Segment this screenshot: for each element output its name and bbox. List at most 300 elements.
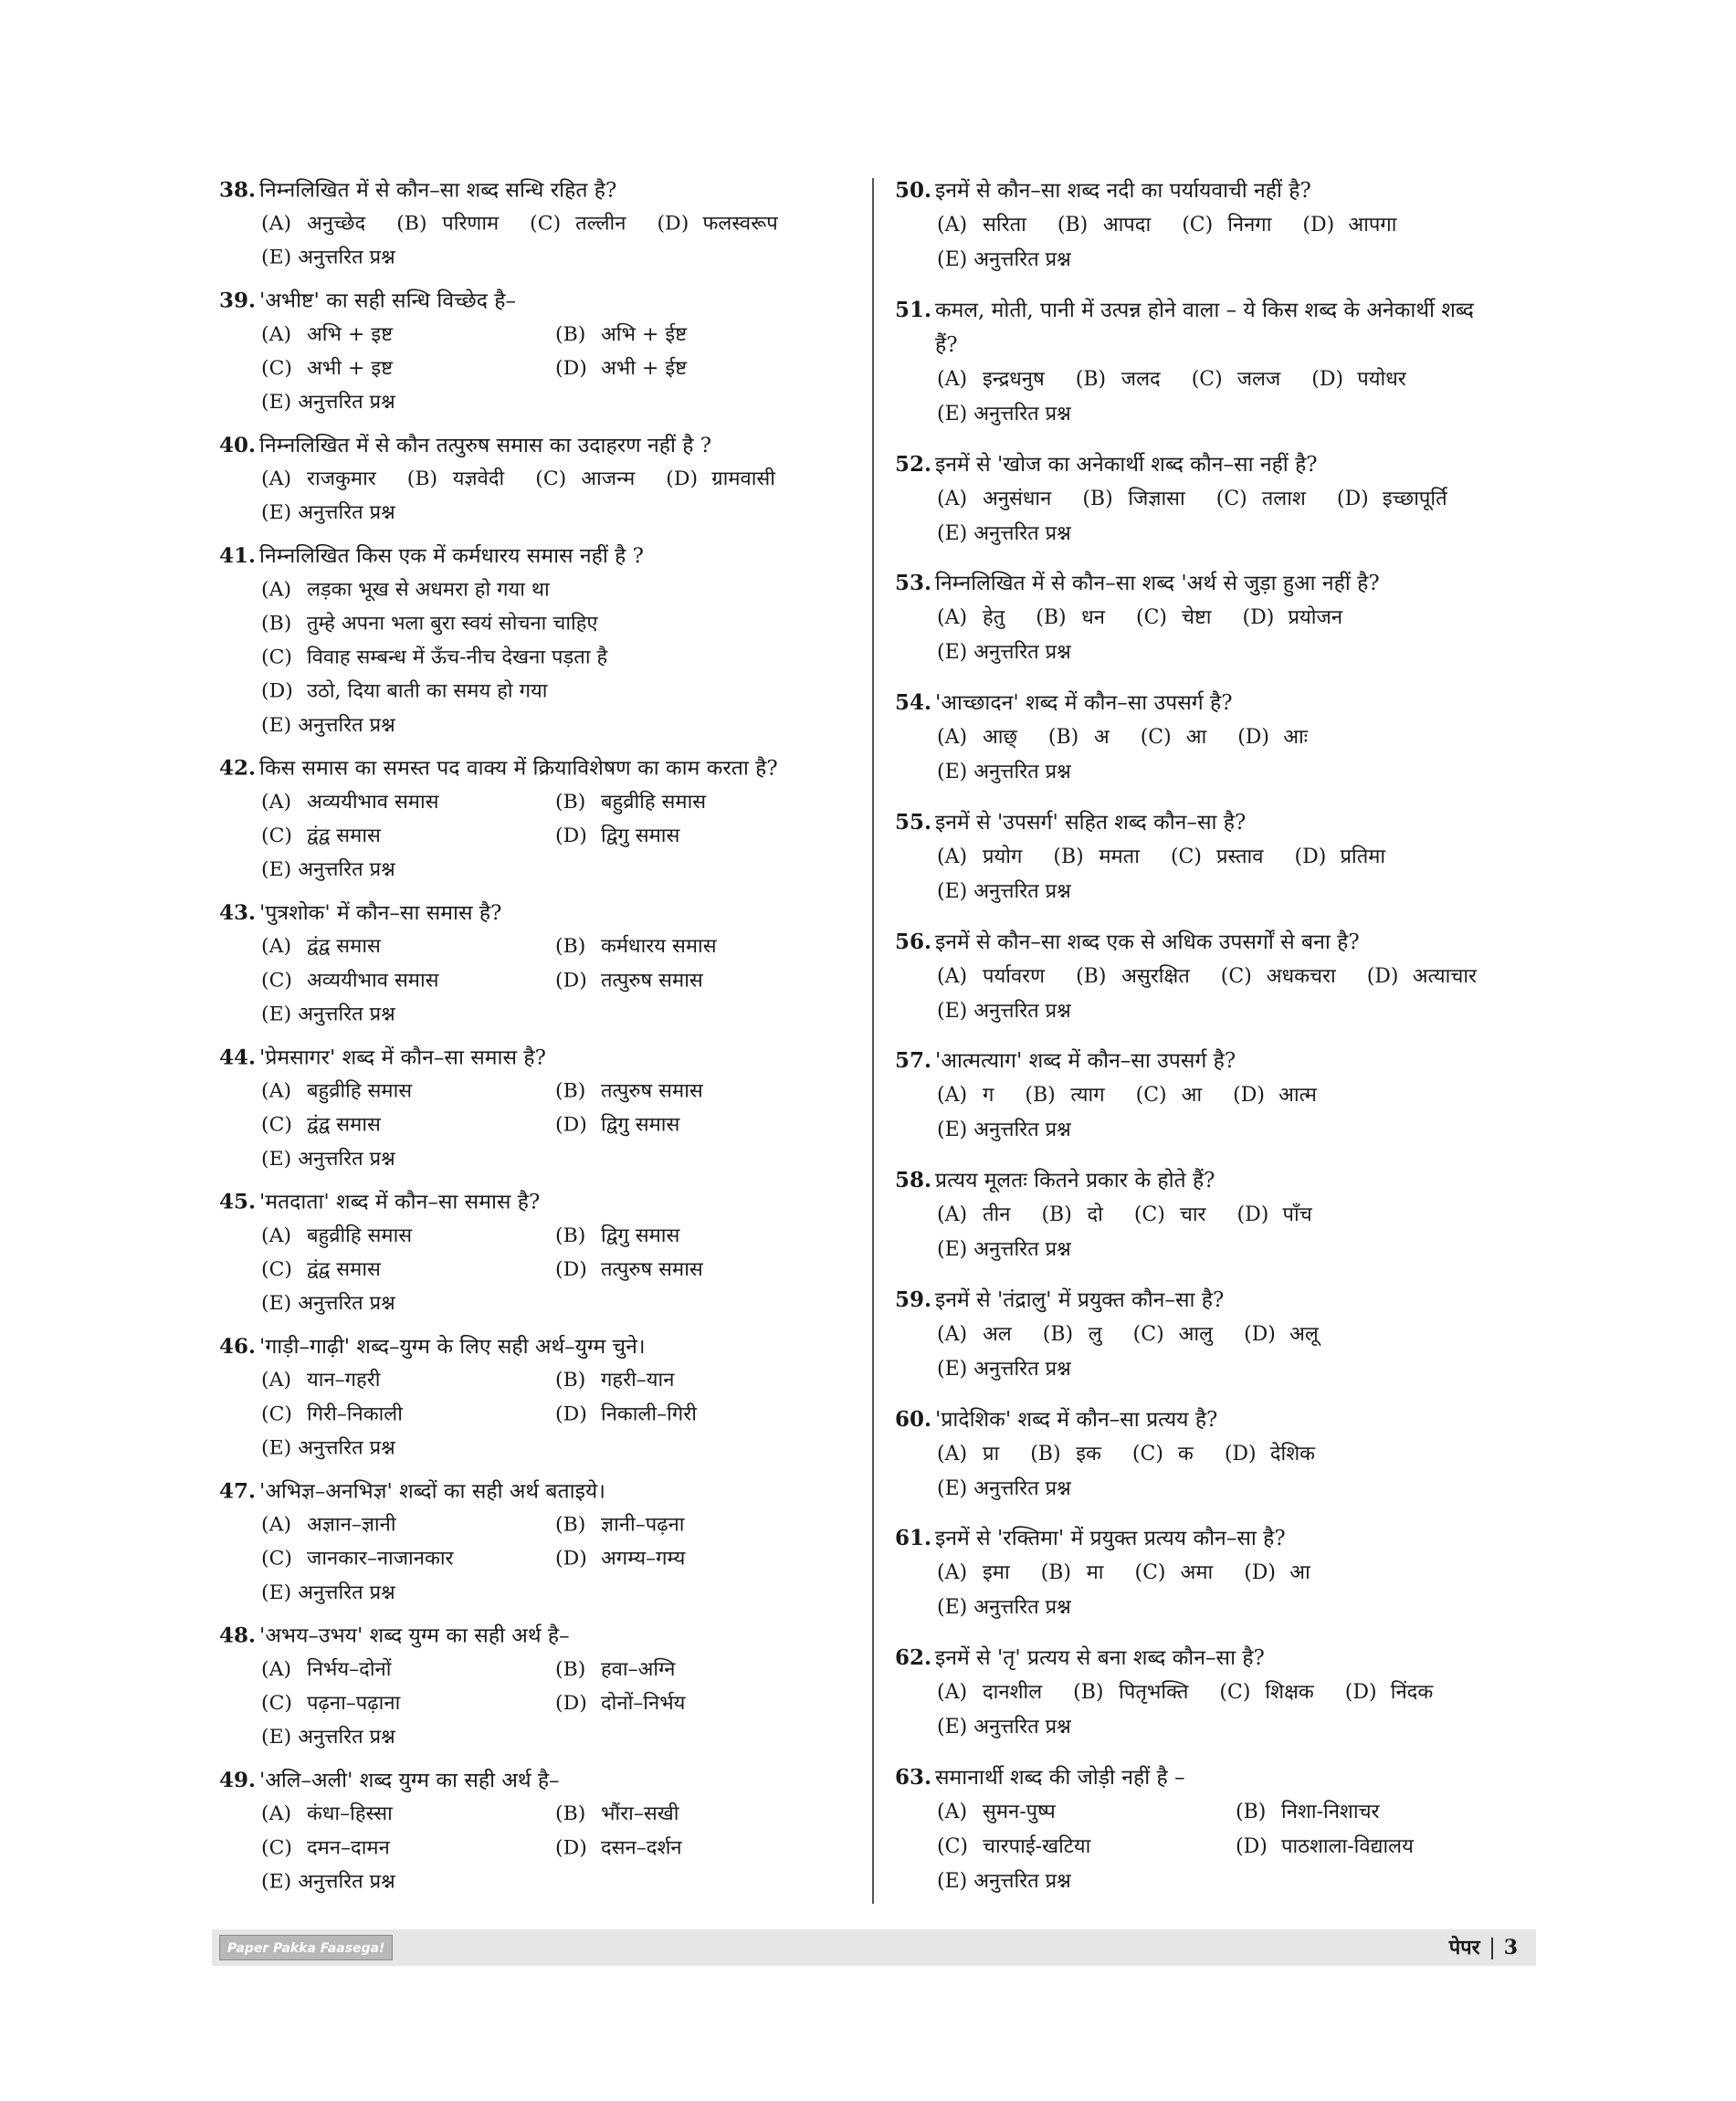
option [555,1508,849,1542]
question-text: 'अभीष्ट' का सही सन्धि विच्छेद है– [259,289,516,313]
option [937,1078,1025,1113]
option-label: (A) [261,213,292,236]
option-text: अज्ञान–ज्ञानी [307,1514,396,1537]
option-unanswered: (E) अनुत्तरित प्रश्न [261,1148,395,1171]
option [261,607,849,641]
option [261,463,407,497]
question-56 [895,925,1534,1029]
option [261,1108,555,1142]
option [555,352,849,385]
option-label: (C) [261,825,292,847]
question-number: 51. [895,297,932,322]
option-label: (A) [937,1561,968,1585]
question-38 [219,173,849,275]
option [261,318,555,352]
option-text: तत्पुरुष समास [601,1080,703,1103]
question-text: 'अभिज्ञ–अनभिज्ञ' शब्दों का सही अर्थ बताइये। [259,1479,605,1504]
option-text: द्विगु समास [601,825,680,847]
question-text-continued: हैं? [935,332,958,357]
option [937,601,1036,636]
option [937,1795,1236,1830]
option-unanswered: (E) अनुत्तरित प्रश्न [261,1436,395,1460]
option [555,930,849,964]
question-number: 47. [219,1478,257,1504]
option-text: तुम्हे अपना भला बुरा स्वयं सोचना चाहिए [307,612,598,636]
option-label: (B) [1057,214,1089,236]
option-text: राजकुमार [307,467,376,490]
question-number: 56. [895,929,932,954]
option [555,1798,849,1832]
option [1237,1198,1343,1233]
option [937,208,1057,243]
options-list [219,930,849,998]
question-number: 61. [895,1526,932,1551]
option-text: हवा–अग्नि [601,1658,676,1681]
option-text: असुरक्षित [1121,964,1190,988]
question-number: 49. [219,1768,257,1792]
question-40 [219,429,849,531]
option-label: (B) [1076,964,1107,988]
question-59 [895,1283,1534,1387]
question-line [895,686,1534,720]
option-label: (A) [261,1080,292,1103]
option [555,1219,849,1253]
option-label: (C) [535,467,567,490]
option [261,785,555,819]
question-55 [895,805,1534,909]
brand-logo: Paper Pakka Faasega! [219,1935,393,1960]
option-text: क [1177,1442,1194,1465]
option-label: (A) [261,1514,292,1537]
option-label: (B) [1040,1561,1071,1585]
option [1025,1078,1135,1113]
option [555,820,849,854]
question-text: 'आत्मत्याग' शब्द में कौन–सा उपसर्ग है? [935,1049,1236,1074]
page-number-label [1449,1933,1518,1962]
option [1367,960,1508,994]
page-separator [1491,1938,1493,1959]
option-label: (B) [555,323,586,346]
option-label: (B) [1236,1800,1267,1823]
option-text: आः [1283,726,1309,750]
option [1134,1198,1237,1233]
options-list [895,1198,1534,1233]
option-text: गहरी–यान [601,1369,675,1392]
option-text: अव्ययीभाव समास [307,791,439,814]
question-line [219,1330,849,1364]
option-text: कंधा–हिस्सा [307,1802,393,1826]
option [1192,362,1312,397]
option-text: आपगा [1348,214,1397,236]
options-list [895,208,1534,243]
option-unanswered: (E) अनुत्तरित प्रश्न [261,714,395,737]
option [261,675,849,709]
option-label: (C) [1134,1561,1166,1585]
question-number: 55. [895,809,932,835]
options-list [219,207,849,241]
option [657,207,808,241]
question-number: 48. [219,1623,257,1648]
option-text: अमा [1180,1561,1214,1585]
option-label: (C) [261,1548,292,1570]
option-text: दोनों–निर्भय [601,1692,686,1715]
option-label: (D) [1236,1203,1269,1227]
option [937,362,1076,397]
options-list [895,482,1534,517]
option-label: (D) [555,1402,587,1426]
question-44 [219,1041,849,1177]
option-text: आजन्म [581,467,636,490]
option-unanswered: (E) अनुत्तरित प्रश्न [261,1870,395,1894]
option-text: निकाली–गिरी [601,1402,697,1426]
question-47 [219,1475,849,1611]
option [1076,960,1221,994]
option-label: (D) [555,825,587,847]
option-text: बहुव्रीहि समास [601,791,707,814]
option [555,318,849,352]
question-text: 'प्रादेशिक' शब्द में कौन–सा प्रत्यय है? [935,1407,1218,1432]
option [937,1676,1073,1710]
option-label: (D) [555,1114,587,1137]
option [1236,1795,1534,1830]
options-list [895,1556,1534,1591]
option-text: आपदा [1102,214,1152,236]
question-line [219,1764,849,1798]
option-label: (C) [937,1834,968,1858]
question-text: इनमें से 'तृ' प्रत्यय से बना शब्द कौन–सा है? [935,1646,1265,1671]
option [1041,1556,1135,1591]
option-label: (C) [1220,964,1252,988]
option [555,1075,849,1108]
question-line [895,805,1534,840]
question-text: समानार्थी शब्द की जोड़ी नहीं है – [935,1765,1185,1790]
option-label: (C) [1131,1442,1163,1465]
option-unanswered: (E) अनुत्तरित प्रश्न [937,761,1071,784]
option-label: (B) [1053,845,1084,868]
option-text: अल [983,1322,1012,1346]
option [1243,601,1374,636]
option-label: (A) [937,1084,968,1108]
option-text: द्वंद्व समास [307,935,381,959]
options-list [219,463,849,497]
option [1057,208,1182,243]
question-62 [895,1641,1534,1745]
options-list [895,1078,1534,1113]
option-text: निंदक [1390,1681,1434,1705]
option-text: प्रतिमा [1340,845,1386,868]
option-text: देशिक [1269,1442,1316,1465]
option [937,840,1053,875]
option-label: (D) [1236,1834,1268,1858]
option [1237,720,1339,755]
options-list [895,1318,1534,1352]
option-text: तल्लीन [575,213,626,236]
option [937,1437,1030,1472]
option-label: (B) [261,612,292,636]
option [261,641,849,675]
question-text: इनमें से कौन–सा शब्द नदी का पर्यायवाची नहीं है? [935,179,1311,203]
option [261,573,849,607]
option-text: अव्ययीभाव समास [307,969,439,993]
option-text: तत्पुरुष समास [601,1258,703,1281]
option-unanswered: (E) अनुत्तरित प्रश्न [261,1726,395,1749]
question-number: 45. [219,1190,257,1214]
option-label: (B) [555,791,586,814]
question-46 [219,1330,849,1466]
option-label: (A) [937,1681,968,1705]
question-52 [895,447,1534,552]
option [555,1653,849,1686]
option-text: आ [1185,726,1207,750]
option [1236,1830,1534,1865]
option-label: (D) [555,357,587,380]
question-text: 'अभय–उभय' शब्द युग्म का सही अर्थ है– [259,1624,570,1648]
question-text: 'गाड़ी–गाढ़ी' शब्द–युग्म के लिए सही अर्थ–युग्म चुने। [259,1335,646,1359]
option [937,720,1048,755]
option-text: अभि + इष्ट [307,323,394,346]
option [1244,1318,1350,1352]
option-label: (C) [1132,1322,1164,1346]
option-label: (B) [555,1369,586,1392]
page-number: 3 [1503,1936,1518,1959]
option [261,820,555,854]
question-line [219,1619,849,1653]
option-label: (B) [406,467,438,490]
option-label: (A) [261,323,292,346]
option-text: पाठशाला-विद्यालय [1281,1834,1414,1858]
option-label: (A) [261,1658,292,1681]
question-line [219,284,849,318]
options-list [219,1798,849,1865]
question-text: इनमें से 'खोज का अनेकार्थी शब्द कौन–सा नहीं है? [935,452,1318,477]
option-label: (C) [1182,214,1214,236]
option [1221,960,1367,994]
options-list [219,573,849,709]
option-label: (B) [1041,1203,1072,1227]
question-number: 59. [895,1287,932,1312]
option-text: आ [1181,1084,1203,1108]
option-label: (A) [937,367,968,391]
option-label: (D) [1224,1442,1257,1465]
option-text: तलाश [1261,487,1306,510]
option-text: दमन–दामन [307,1836,390,1860]
question-53 [895,566,1534,670]
question-number: 40. [219,433,257,457]
option-label: (D) [1233,1084,1265,1108]
question-number: 38. [219,177,257,203]
option-text: फलस्वरूप [702,213,778,236]
option [1082,482,1215,517]
option-label: (C) [530,213,562,236]
option-label: (B) [555,1658,586,1681]
option-label: (B) [555,1080,586,1103]
options-list [219,1653,849,1720]
option-text: तीन [983,1203,1011,1227]
option [1345,1676,1465,1710]
option [1302,208,1427,243]
option [1182,208,1302,243]
option-text: गिरी–निकाली [307,1402,403,1426]
option-label: (A) [937,1322,968,1346]
option-label: (D) [1344,1681,1377,1705]
option [555,1364,849,1398]
option-label: (B) [1073,1681,1104,1705]
option-text: अनुसंधान [983,487,1052,510]
question-58 [895,1163,1534,1267]
option-label: (A) [261,1224,292,1247]
question-line [219,1185,849,1219]
option [1073,1676,1219,1710]
question-line [219,429,849,463]
option [1136,601,1243,636]
option-unanswered: (E) अनुत्तरित प्रश्न [937,879,1071,903]
question-49 [219,1764,849,1900]
option [937,482,1082,517]
options-list [219,1075,849,1142]
option-label: (A) [937,726,968,750]
option-text: पाँच [1282,1203,1312,1227]
option-unanswered: (E) अनुत्तरित प्रश्न [937,641,1071,665]
column-divider [872,178,874,1904]
option [555,1398,849,1432]
option [261,1254,555,1287]
options-list [219,785,849,853]
option-label: (C) [261,1402,292,1426]
question-text: 'प्रेमसागर' शब्द में कौन–सा समास है? [259,1045,546,1070]
option-text: अभी + इष्ट [307,357,394,380]
option [1135,1556,1245,1591]
option-unanswered: (E) अनुत्तरित प्रश्न [937,1476,1071,1500]
option-text: इक [1076,1442,1101,1465]
option [1337,482,1478,517]
option-label: (D) [1242,606,1275,630]
option [1244,1556,1341,1591]
question-number: 46. [219,1334,257,1359]
option-text: द्विगु समास [601,1224,680,1247]
option-label: (A) [261,791,292,814]
option-label: (B) [1047,726,1079,750]
option-text: बहुव्रीहि समास [307,1224,413,1247]
option [1030,1437,1132,1472]
option [1225,1437,1346,1472]
question-line [895,1521,1534,1556]
question-60 [895,1402,1534,1507]
option [1076,362,1192,397]
option-label: (C) [1170,845,1202,868]
option-text: हेतु [983,606,1005,630]
option [937,1556,1041,1591]
question-line [895,1163,1534,1198]
right-column [895,173,1534,1908]
question-number: 52. [895,451,932,477]
option-unanswered: (E) अनुत्तरित प्रश्न [937,248,1071,271]
question-number: 44. [219,1045,257,1070]
option-text: अत्याचार [1412,964,1478,988]
question-line [895,925,1534,960]
question-number: 54. [895,690,932,716]
question-text: प्रत्यय मूलतः कितने प्रकार के होते हैं? [935,1169,1215,1193]
question-number: 62. [895,1645,932,1671]
option-text: लड़का भूख से अधमरा हो गया था [307,578,550,602]
option-label: (B) [555,1224,586,1247]
option [261,1798,555,1832]
option-text: द्वंद्व समास [307,825,381,847]
option-label: (A) [937,606,968,630]
option [555,1542,849,1576]
option-label: (D) [555,1692,587,1715]
option-label: (B) [396,213,427,236]
question-line [895,293,1534,328]
option [1133,1318,1244,1352]
options-list [895,1437,1534,1472]
option-label: (B) [555,1514,586,1537]
option-text: जानकार–नाजानकार [307,1548,454,1570]
options-list [895,720,1534,755]
option [261,1364,555,1398]
options-list [219,1364,849,1432]
option-label: (D) [1366,964,1399,988]
option-unanswered: (E) अनुत्तरित प्रश्न [261,1292,395,1316]
option-text: आछ् [983,726,1017,750]
option [1294,840,1416,875]
options-list [895,362,1534,397]
option-label: (D) [1311,367,1344,391]
options-list [895,840,1534,875]
option [261,1832,555,1865]
option-text: पढ़ना–पढ़ाना [307,1692,401,1715]
option-text: अभि + ईष्ट [601,323,688,346]
option-label: (C) [1191,367,1223,391]
option-text: ग [983,1084,994,1108]
option [261,1653,555,1686]
option-text: परिणाम [442,213,500,236]
options-list [219,1219,849,1287]
question-line [895,447,1534,482]
question-45 [219,1185,849,1321]
option-text: सरिता [983,214,1026,236]
question-text: इनमें से 'उपसर्ग' सहित शब्द कौन–सा है? [935,810,1247,835]
option-label: (B) [555,1802,586,1826]
option [261,964,555,998]
option-text: द्वंद्व समास [307,1258,381,1281]
option-text: जिज्ञासा [1128,487,1185,510]
option-text: आत्म [1278,1084,1317,1108]
question-text: 'आच्छादन' शब्द में कौन–सा उपसर्ग है? [935,691,1233,716]
option-text: इमा [983,1561,1010,1585]
option-text: लु [1088,1322,1102,1346]
option-label: (B) [1082,487,1113,510]
question-line [895,1044,1534,1078]
option [261,1398,555,1432]
option [555,964,849,998]
option-text: पर्यावरण [983,964,1046,988]
option-unanswered: (E) अनुत्तरित प्रश्न [937,1869,1071,1893]
option [1132,1437,1225,1472]
option-label: (A) [937,214,968,236]
option-text: ममता [1099,845,1140,868]
option-text: निनगा [1227,214,1272,236]
option [555,1254,849,1287]
question-line [219,897,849,930]
option-text: दानशील [983,1681,1043,1705]
question-line [219,1041,849,1075]
option [937,1318,1043,1352]
question-line [895,1760,1534,1795]
option-label: (A) [261,935,292,959]
question-50 [895,173,1534,278]
option [1233,1078,1348,1113]
option-text: अधकचरा [1266,964,1336,988]
